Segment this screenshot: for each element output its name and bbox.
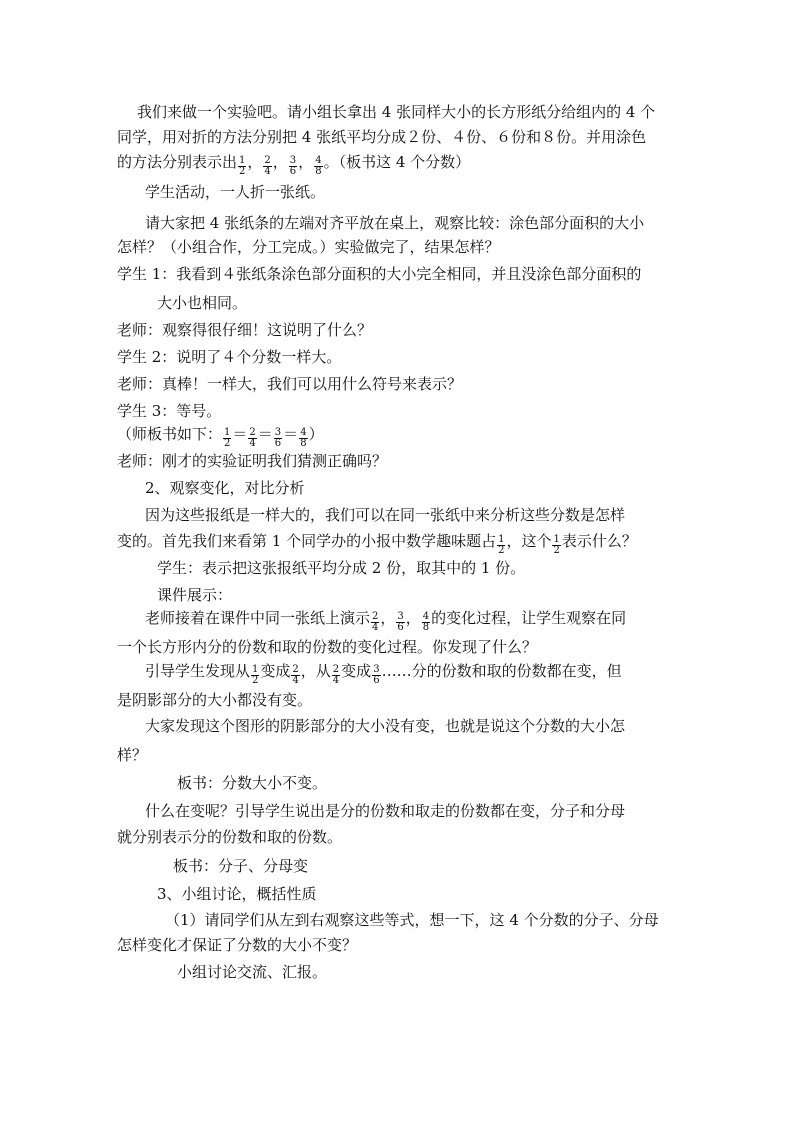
text-run: 怎样？（小组合作，分工完成。）实验做完了，结果怎样？ (117, 238, 500, 256)
fraction-denominator: 4 (264, 166, 271, 177)
fraction-numerator: 4 (315, 155, 322, 166)
text-line (173, 856, 308, 876)
fraction-numerator: 3 (373, 664, 380, 675)
text-run: 3、小组讨论，概括性质 (157, 885, 317, 903)
text-run: 板书：分数大小不变。 (177, 774, 328, 792)
text-line (145, 661, 622, 686)
text-run: 我们来做一个实验吧。请小组长拿出 4 张同样大小的长方形纸分给组内的 4 个 (137, 103, 656, 121)
text-run: 请大家把 4 张纸条的左端对齐平放在桌上，观察比较：涂色部分面积的大小 (145, 214, 645, 232)
text-run: 大小也相同。 (157, 294, 248, 312)
text-line (117, 690, 312, 710)
text-run: ，从 (300, 662, 331, 680)
text-run: （师板书如下： (117, 425, 223, 443)
text-line (117, 637, 537, 657)
text-run: 老师：真棒！一样大，我们可以用什么符号来表示？ (117, 375, 463, 393)
text-line (117, 827, 342, 847)
fraction (248, 428, 256, 449)
text-run: ＝ (232, 425, 248, 443)
text-line (117, 347, 341, 367)
text-run: ＝ (257, 425, 273, 443)
fraction-denominator: 2 (252, 675, 259, 686)
text-run: 板书：分子、分母变 (173, 857, 309, 875)
text-line (145, 478, 305, 498)
fraction (251, 665, 259, 686)
text-line (145, 505, 625, 525)
text-line (117, 401, 221, 421)
text-line (177, 962, 327, 982)
text-line (165, 910, 659, 930)
fraction (371, 612, 379, 633)
text-line (117, 424, 324, 449)
text-line (145, 608, 626, 633)
fraction-numerator: 2 (372, 611, 379, 622)
text-run: 变成 (341, 662, 372, 680)
text-run: 引导学生发现从 (145, 662, 251, 680)
fraction-numerator: 1 (553, 534, 560, 545)
text-run: 的方法分别表示出 (117, 153, 238, 171)
text-run: 课件展示： (157, 586, 233, 604)
text-run: （1）请同学们从左到右观察这些等式，想一下，这 4 个分数的分子、分母 (165, 911, 659, 929)
text-line (157, 585, 232, 605)
fraction-denominator: 8 (422, 622, 430, 633)
text-run: ， (247, 153, 263, 171)
fraction-numerator: 1 (498, 534, 505, 545)
fraction (289, 156, 297, 177)
text-line (117, 320, 372, 340)
fraction-numerator: 3 (274, 427, 282, 438)
text-line (117, 935, 357, 955)
fraction-numerator: 1 (252, 664, 259, 675)
fraction-denominator: 6 (289, 166, 297, 177)
text-run: 就分别表示分的份数和取的份数。 (117, 828, 343, 846)
fraction-denominator: 6 (397, 622, 404, 633)
text-run: 样？ (117, 746, 148, 764)
text-line (145, 716, 625, 736)
text-run: 学生活动，一人折一张纸。 (145, 183, 326, 201)
fraction (238, 156, 246, 177)
fraction-denominator: 4 (372, 622, 379, 633)
fraction-numerator: 1 (239, 155, 246, 166)
fraction (422, 612, 430, 633)
fraction-numerator: 1 (224, 427, 231, 438)
text-run: 的变化过程，让学生观察在同 (431, 609, 627, 627)
fraction-numerator: 2 (332, 664, 340, 675)
text-run: 一个长方形内分的份数和取的份数的变化过程。你发现了什么？ (117, 638, 538, 656)
text-run: 表示什么？ (561, 532, 637, 550)
text-run: 老师：刚才的实验证明我们猜测正确吗？ (117, 452, 388, 470)
text-run: ＝ (283, 425, 299, 443)
text-run: 学生：表示把这张报纸平均分成 2 份，取其中的 1 份。 (157, 559, 526, 577)
fraction-numerator: 2 (264, 155, 271, 166)
text-run: 怎样变化才保证了分数的大小不变？ (117, 936, 358, 954)
text-run: 是阴影部分的大小都没有变。 (117, 691, 313, 709)
text-line (117, 127, 646, 147)
text-run: 同学，用对折的方法分别把 4 张纸平均分成２份、４份、６份和８份。并用涂色 (117, 128, 647, 146)
text-line (157, 884, 317, 904)
text-run: 小组讨论交流、汇报。 (177, 963, 328, 981)
text-run: ……分的份数和取的份数都在变，但 (381, 662, 622, 680)
text-line (117, 531, 637, 556)
text-line (145, 182, 325, 202)
text-run: 老师：观察得很仔细！这说明了什么？ (117, 321, 373, 339)
fraction-denominator: 2 (239, 166, 246, 177)
text-run: 学生 3：等号。 (117, 402, 222, 420)
text-line (117, 451, 387, 471)
fraction (332, 665, 340, 686)
fraction-denominator: 8 (315, 166, 322, 177)
text-line (117, 237, 500, 257)
fraction (223, 428, 231, 449)
fraction (291, 665, 299, 686)
text-run: 变的。首先我们来看第 1 个同学办的小报中数学趣味题占 (117, 532, 497, 550)
text-line (117, 152, 470, 177)
fraction-numerator: 4 (422, 611, 430, 622)
text-run: ， (298, 153, 314, 171)
text-run: 变成 (260, 662, 291, 680)
text-run: 学生 2：说明了４个分数一样大。 (117, 348, 342, 366)
fraction-denominator: 6 (373, 675, 380, 686)
fraction-denominator: 8 (300, 438, 307, 449)
text-run: 什么在变呢？引导学生说出是分的份数和取走的份数都在变，分子和分母 (145, 802, 626, 820)
text-line (177, 773, 327, 793)
text-line (145, 801, 625, 821)
text-run: 大家发现这个图形的阴影部分的大小没有变，也就是说这个分数的大小怎 (145, 717, 626, 735)
text-run: 学生 1：我看到４张纸条涂色部分面积的大小完全相同，并且没涂色部分面积的 (117, 265, 642, 283)
fraction (372, 665, 380, 686)
text-run: ， (405, 609, 421, 627)
text-line (157, 293, 247, 313)
fraction (497, 535, 505, 556)
fraction-numerator: 2 (292, 664, 299, 675)
fraction (552, 535, 560, 556)
fraction-denominator: 6 (274, 438, 282, 449)
text-line (117, 745, 147, 765)
text-run: ，这个 (506, 532, 552, 550)
fraction-denominator: 2 (553, 545, 560, 556)
text-run: 因为这些报纸是一样大的，我们可以在同一张纸中来分析这些分数是怎样 (145, 506, 626, 524)
fraction-denominator: 4 (249, 438, 256, 449)
text-line (137, 102, 655, 122)
text-line (145, 213, 644, 233)
text-run: ， (380, 609, 396, 627)
fraction-denominator: 4 (332, 675, 340, 686)
fraction-denominator: 2 (224, 438, 231, 449)
fraction-numerator: 3 (289, 155, 297, 166)
text-line (117, 374, 462, 394)
fraction-numerator: 4 (300, 427, 307, 438)
text-line (117, 264, 641, 284)
fraction (299, 428, 307, 449)
fraction (314, 156, 322, 177)
text-run: ） (308, 425, 324, 443)
fraction (274, 428, 282, 449)
fraction-numerator: 3 (397, 611, 404, 622)
fraction (263, 156, 271, 177)
text-run: ， (272, 153, 288, 171)
fraction-denominator: 4 (292, 675, 299, 686)
text-run: 2、观察变化，对比分析 (145, 479, 305, 497)
text-run: 老师接着在课件中同一张纸上演示 (145, 609, 371, 627)
fraction-numerator: 2 (249, 427, 256, 438)
fraction-denominator: 2 (498, 545, 505, 556)
text-run: 。（板书这 4 个分数） (323, 153, 471, 171)
fraction (396, 612, 404, 633)
text-line (157, 558, 525, 578)
